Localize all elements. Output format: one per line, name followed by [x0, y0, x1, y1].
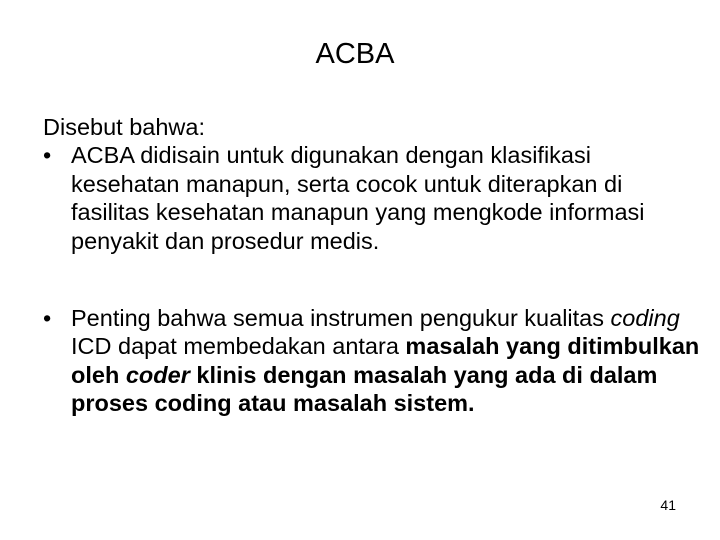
bullet-item-importance: [43, 304, 703, 418]
segment-bold-start: masalah yang ditimbulkan oleh: [71, 333, 700, 388]
bullet-icon: •: [43, 142, 52, 169]
page-number: 41: [660, 497, 676, 513]
slide-body: [43, 113, 703, 418]
segment-plain-middle: ICD dapat membedakan antara: [71, 333, 406, 360]
segment-plain-start: Penting bahwa semua instrumen pengukur kualitas: [71, 305, 611, 332]
bullet-text-design: ACBA didisain untuk digunakan dengan klasifikasi kesehatan manapun, serta cocok untuk diterapkan di fasilitas kesehatan manapun yang mengkode informasi penyakit dan prosedur medis.: [71, 142, 645, 254]
bullet-list: [43, 141, 703, 417]
intro-colon: :: [198, 114, 205, 140]
segment-bold-end: klinis dengan masalah yang ada di dalam proses coding atau masalah sistem.: [71, 361, 658, 417]
intro-line: [43, 113, 703, 141]
slide-title: ACBA: [315, 38, 395, 70]
intro-lead: Disebut bahwa: [43, 114, 199, 140]
bullet-text-importance: [71, 305, 699, 416]
bullet-icon: •: [43, 305, 52, 332]
segment-coder-bold-italic: coder: [125, 361, 190, 388]
segment-coding-italic: coding: [610, 305, 680, 332]
bullet-item-design: [43, 141, 703, 255]
